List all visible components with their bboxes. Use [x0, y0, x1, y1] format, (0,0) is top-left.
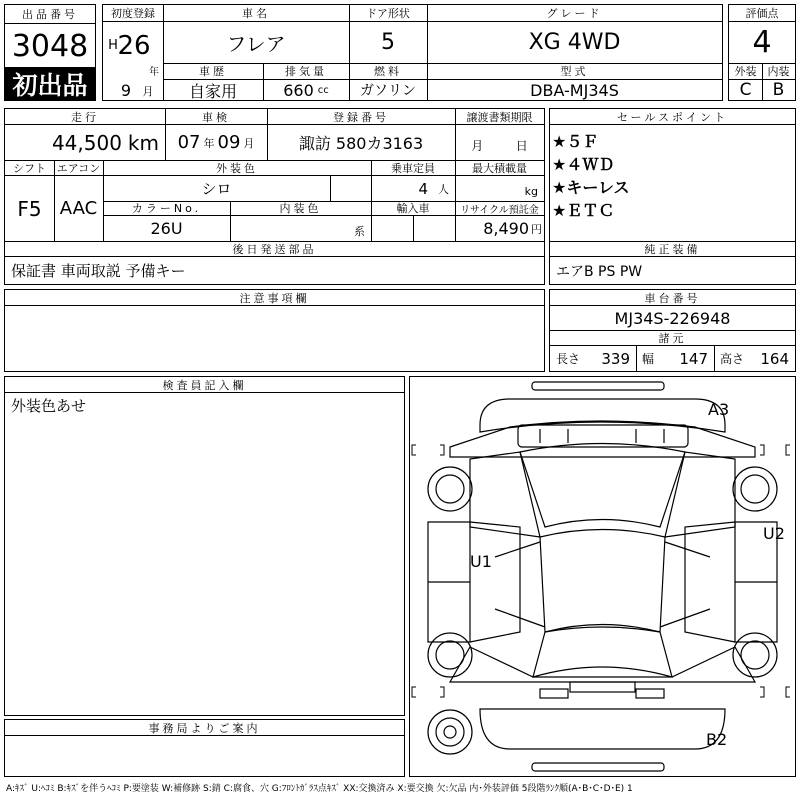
first-listing-badge: 初出品 [5, 67, 95, 100]
ext-color-value: シロ [201, 180, 232, 198]
height-label: 高さ [720, 352, 745, 366]
lot-number: 3048 [11, 28, 89, 64]
car-name-label: 車名 [242, 7, 270, 20]
mileage-label: 走行 [71, 110, 99, 124]
notes-value [5, 308, 544, 328]
int-score-value: B [772, 80, 785, 100]
mileage-unit: km [127, 130, 159, 155]
inspection-month: 09 [217, 132, 241, 153]
inspection-year-unit: 年 [203, 136, 215, 150]
inspector-box [4, 376, 405, 716]
width-value: 147 [679, 349, 708, 368]
office-value [5, 738, 404, 758]
sales-point-item: ★キーレス [552, 178, 630, 197]
max-load-unit: kg [524, 184, 538, 198]
chassis-box [549, 289, 796, 372]
inspection-year: 07 [177, 132, 201, 153]
legend-text: A:ｷｽﾞ U:ﾍｺﾐ B:ｷｽﾞを伴うﾍｺﾐ P:要塗装 W:補修跡 S:錆 C:腐食、穴 G:ﾌﾛﾝﾄｶﾞﾗｽ点ｷｽﾞ XX:交換済み X:要交換 欠:欠品 内･外装評価 5段階ﾗﾝｸ順(A･B･C･D･E) 1 [6, 783, 633, 794]
length-label: 長さ [556, 352, 581, 366]
ext-score-value: C [739, 80, 752, 100]
grade-label: グレード [546, 7, 603, 20]
damage-mark-left: U1 [470, 552, 492, 571]
int-color-label: 内装色 [279, 202, 322, 215]
chassis-label: 車台番号 [644, 291, 701, 305]
height-value: 164 [760, 349, 789, 368]
score-label: 評価点 [745, 7, 779, 20]
office-box [4, 719, 405, 777]
first-reg-year-unit: 年 [149, 66, 159, 78]
plate-label: 登録番号 [333, 110, 389, 124]
notes-box [4, 289, 545, 372]
length-field [550, 346, 636, 371]
ext-color-label: 外装色 [216, 161, 258, 175]
sales-point-item: ★５Ｆ [552, 132, 599, 151]
first-reg-label: 初度登録 [111, 7, 155, 20]
transfer-doc-value [455, 133, 544, 158]
dimensions-label: 諸元 [658, 332, 687, 345]
inspection-value [165, 125, 267, 160]
length-value: 339 [601, 349, 630, 368]
transfer-doc-label: 譲渡書類期限 [466, 110, 533, 124]
car-name-value: フレア [226, 32, 286, 56]
damage-mark-front: A3 [708, 400, 730, 419]
ext-score-label: 外装 [734, 65, 757, 78]
first-reg-era: H [108, 37, 118, 53]
inspection-label: 車検 [202, 110, 230, 124]
recycle-number: 8,490 [483, 219, 529, 238]
notes-label: 注意事項欄 [239, 291, 310, 305]
import-label: 輸入車 [396, 202, 430, 215]
color-no-value: 26U [150, 219, 183, 238]
genuine-equipment-label: 純正装備 [644, 242, 701, 256]
first-reg-month-unit: 月 [142, 85, 154, 98]
plate-value: 諏訪 580カ3163 [298, 134, 424, 153]
sales-point-item: ★ＥＴＣ [552, 201, 615, 220]
score-value: 4 [752, 25, 772, 60]
capacity-value [371, 176, 455, 201]
history-label: 車歴 [199, 65, 227, 78]
first-reg-year: 26 [117, 31, 151, 61]
capacity-number: 4 [418, 179, 428, 198]
chassis-value: MJ34S-226948 [614, 308, 731, 328]
sales-points-box [549, 108, 796, 285]
displacement-unit: cc [317, 84, 329, 96]
recycle-label: リサイクル預託金 [460, 204, 539, 216]
max-load-label: 最大積載量 [472, 161, 527, 175]
door-value: 5 [381, 30, 395, 55]
car-diagram [410, 377, 795, 776]
aircon-value: AAC [59, 198, 98, 219]
fuel-label: 燃料 [374, 65, 402, 78]
model-code-label: 型式 [560, 65, 589, 78]
shift-value: F5 [17, 196, 42, 221]
capacity-label: 乗車定員 [391, 161, 435, 175]
later-parts-value: 保証書 車両取説 予備キー [11, 262, 186, 280]
recycle-value [455, 216, 544, 241]
door-label: ドア形状 [366, 7, 410, 20]
inspector-value: 外装色あせ [11, 396, 87, 415]
fuel-value: ガソリン [360, 83, 416, 99]
first-reg-month: 9 [120, 80, 132, 100]
recycle-unit: 円 [531, 222, 542, 236]
shift-label: シフト [13, 161, 46, 175]
transfer-doc-day-unit: 日 [515, 139, 528, 153]
sales-points-label: セールスポイント [616, 110, 728, 124]
details-block [4, 108, 545, 285]
grade-value: XG 4WD [528, 30, 621, 55]
int-color-unit: 系 [354, 225, 365, 238]
int-score-label: 内装 [767, 65, 790, 78]
transfer-doc-month-unit: 月 [471, 139, 484, 153]
model-code-value: DBA-MJ34S [530, 80, 619, 100]
genuine-equipment-value: エアB PS PW [556, 263, 643, 280]
top-info-block [102, 4, 723, 101]
lot-box [4, 4, 96, 101]
damage-mark-right: U2 [763, 524, 785, 543]
car-diagram-box [409, 376, 796, 777]
displacement-label: 排気量 [285, 65, 327, 78]
score-box [728, 4, 796, 101]
width-field [636, 346, 714, 371]
displacement-number: 660 [283, 80, 314, 100]
width-label: 幅 [642, 352, 655, 366]
mileage-number: 44,500 [51, 130, 122, 155]
aircon-label: エアコン [56, 161, 101, 175]
inspection-month-unit: 月 [243, 136, 255, 150]
capacity-unit: 人 [438, 182, 449, 196]
sales-point-item: ★４ＷＤ [552, 155, 615, 174]
mileage-value [5, 125, 165, 160]
office-label: 事務局よりご案内 [148, 721, 261, 735]
history-value: 自家用 [188, 81, 237, 101]
displacement-value [263, 80, 349, 100]
later-parts-label: 後日発送部品 [232, 242, 317, 256]
lot-number-label: 出品番号 [22, 8, 78, 21]
inspector-label: 検査員記入欄 [162, 378, 247, 392]
height-field [714, 346, 795, 371]
damage-mark-rear: B2 [706, 730, 728, 749]
color-no-label: カラーNo. [131, 202, 202, 215]
